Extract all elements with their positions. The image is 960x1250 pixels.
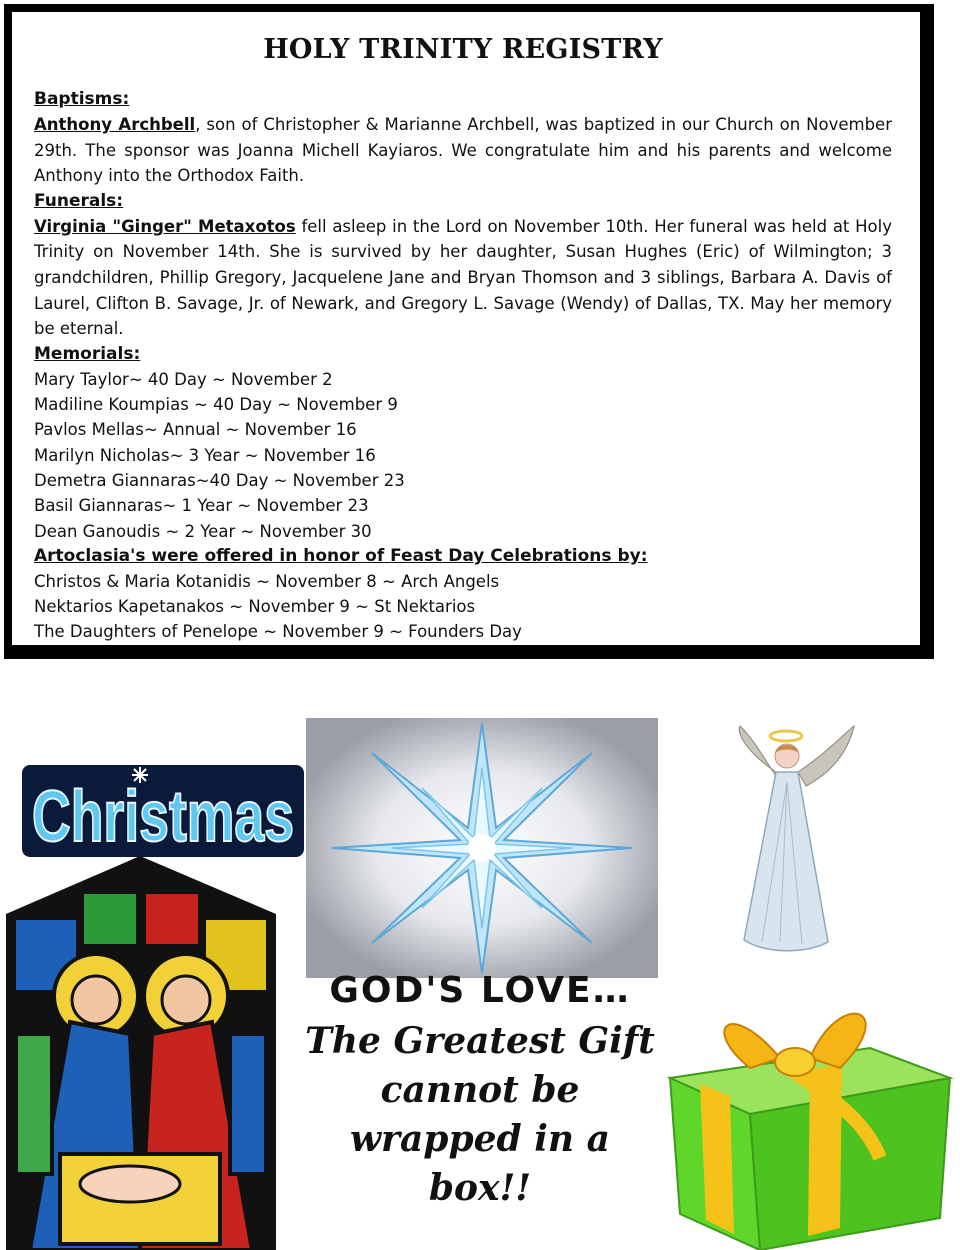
snowflake-icon xyxy=(132,767,148,783)
list-item: Madiline Koumpias ~ 40 Day ~ November 9 xyxy=(34,395,398,415)
christmas-logo xyxy=(22,765,304,857)
list-item: Christos & Maria Kotanidis ~ November 8 ~ Arch Angels xyxy=(34,571,500,591)
funerals-text xyxy=(34,214,892,342)
list-item: Pavlos Mellas~ Annual ~ November 16 xyxy=(34,420,357,440)
list-item: Mary Taylor~ 40 Day ~ November 2 xyxy=(34,369,333,389)
funeral-name: Virginia "Ginger" Metaxotos xyxy=(34,216,296,236)
list-item: Marilyn Nicholas~ 3 Year ~ November 16 xyxy=(34,445,376,465)
memorials-list xyxy=(34,367,892,544)
list-item: Dean Ganoudis ~ 2 Year ~ November 30 xyxy=(34,521,372,541)
list-item: Basil Giannaras~ 1 Year ~ November 23 xyxy=(34,496,369,516)
slogan-headline: GOD'S LOVE… xyxy=(329,970,631,1011)
baptism-body: , son of Christopher & Marianne Archbell, was baptized in our Church on November 29th. The sponsor was Joanna Michell Kayiaros. We congratulate him and his parents and welcome Anthony into the Orthodox Faith. xyxy=(34,115,892,186)
baptism-name: Anthony Archbell xyxy=(34,115,196,134)
funerals-heading: Funerals: xyxy=(34,190,124,211)
baptisms-text xyxy=(34,112,892,189)
angel-image xyxy=(736,722,858,956)
slogan-line: The Greatest Gift xyxy=(305,1020,655,1062)
baptisms-heading: Baptisms: xyxy=(34,89,130,109)
christmas-word: Christmas xyxy=(32,777,294,857)
slogan xyxy=(300,965,660,1213)
stained-glass-image xyxy=(0,854,282,1250)
list-item: Nektarios Kapetanakos ~ November 9 ~ St Nektarios xyxy=(34,597,476,617)
list-item: The Daughters of Penelope ~ November 9 ~ Founders Day xyxy=(34,622,522,642)
slogan-line: cannot be xyxy=(380,1069,580,1111)
page-title: HOLY TRINITY REGISTRY xyxy=(263,34,663,65)
slogan-line: wrapped in a box!! xyxy=(350,1118,610,1209)
memorials-heading: Memorials: xyxy=(34,343,141,364)
funeral-body: fell asleep in the Lord on November 10th. Her funeral was held at Holy Trinity on November 14th. She is survived by her daughter, Susan Hughes (Eric) of Wilmington; 3 grandchildren, Phillip Gregory, Jacquelene Jane and Bryan Thomson and 3 siblings, Barbara A. Davis of Laurel, Clifton B. Savage, Jr. of Newark, and Gregory L. Savage (Wendy) of Dallas, TX. May her memory be eternal. xyxy=(34,216,892,339)
artoclasia-list xyxy=(34,569,892,645)
registry-content xyxy=(34,34,892,645)
registry-box xyxy=(4,4,934,659)
artoclasia-heading: Artoclasia's were offered in honor of Feast Day Celebrations by: xyxy=(34,545,648,566)
star-image xyxy=(306,718,658,978)
gift-box-image xyxy=(660,988,960,1250)
list-item: Demetra Giannaras~40 Day ~ November 23 xyxy=(34,470,405,490)
